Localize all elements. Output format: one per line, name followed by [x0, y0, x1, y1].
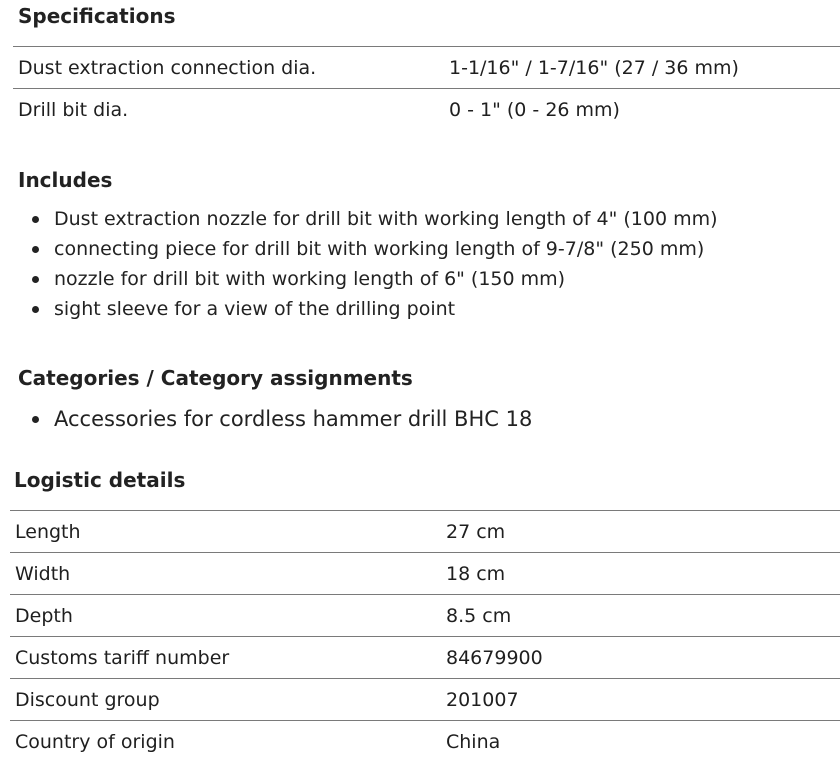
logistics-value: 18 cm: [446, 563, 506, 585]
logistics-row: [10, 679, 840, 721]
logistics-label: Length: [15, 521, 81, 543]
logistics-row: [10, 721, 840, 763]
includes-list: [32, 204, 718, 324]
logistics-row: [10, 637, 840, 679]
spec-value: 1-1/16" / 1-7/16" (27 / 36 mm): [449, 57, 739, 79]
spec-row: [13, 89, 840, 131]
list-item: sight sleeve for a view of the drilling point: [32, 294, 718, 324]
logistics-title: Logistic details: [14, 468, 186, 492]
logistics-value: 84679900: [446, 647, 543, 669]
specifications-title: Specifications: [18, 4, 176, 28]
specifications-table: [13, 46, 840, 131]
spec-row: [13, 47, 840, 89]
categories-title: Categories / Category assignments: [18, 366, 413, 390]
logistics-row: [10, 511, 840, 553]
logistics-label: Country of origin: [15, 731, 175, 753]
logistics-value: 27 cm: [446, 521, 506, 543]
logistics-table: [10, 510, 840, 763]
list-item: connecting piece for drill bit with working length of 9-7/8" (250 mm): [32, 234, 718, 264]
list-item: nozzle for drill bit with working length of 6" (150 mm): [32, 264, 718, 294]
list-item: Dust extraction nozzle for drill bit with working length of 4" (100 mm): [32, 204, 718, 234]
logistics-row: [10, 553, 840, 595]
logistics-label: Customs tariff number: [15, 647, 230, 669]
spec-value: 0 - 1" (0 - 26 mm): [449, 99, 620, 121]
logistics-value: 201007: [446, 689, 519, 711]
includes-title: Includes: [18, 168, 113, 192]
logistics-value: China: [446, 731, 501, 753]
spec-label: Drill bit dia.: [18, 99, 129, 121]
category-link[interactable]: Accessories for cordless hammer drill BHC 18: [32, 404, 532, 434]
logistics-label: Discount group: [15, 689, 160, 711]
spec-label: Dust extraction connection dia.: [18, 57, 317, 79]
logistics-value: 8.5 cm: [446, 605, 512, 627]
logistics-label: Depth: [15, 605, 73, 627]
categories-list: [32, 404, 532, 434]
logistics-row: [10, 595, 840, 637]
logistics-label: Width: [15, 563, 71, 585]
